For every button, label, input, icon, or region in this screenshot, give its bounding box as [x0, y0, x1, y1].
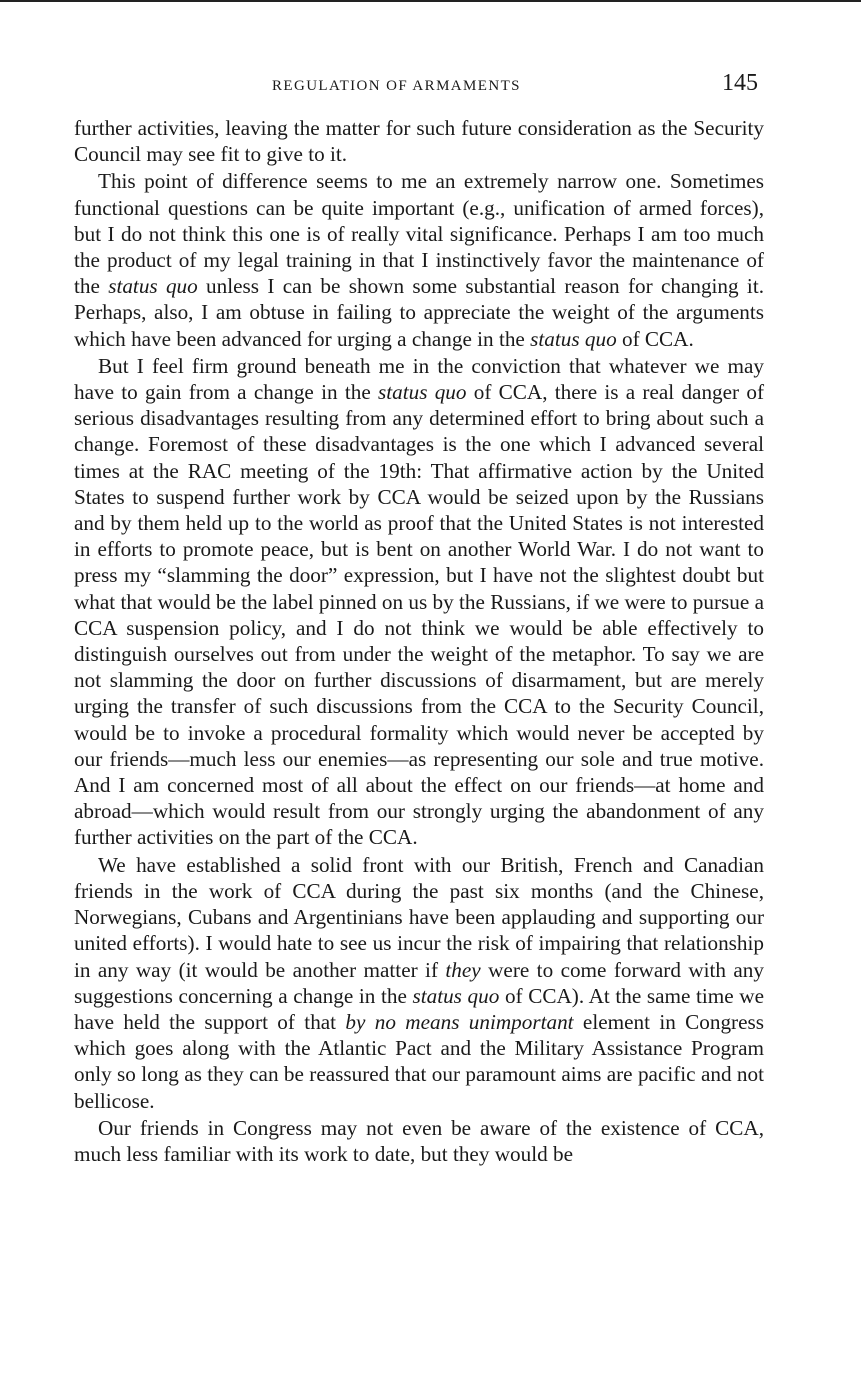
italic-phrase: they	[445, 957, 481, 982]
page-number: 145	[722, 70, 758, 96]
top-border-rule	[0, 0, 861, 2]
paragraph-narrow-difference: This point of difference seems to me an extremely narrow one. Sometimes functional questions can be quite important (e.g., unification of armed forces), but I do not think this one is of really vital significance. Perhaps I am too much the product of my legal training in that I instinctively favor the maintenance of the status quo unless I can be shown some substantial reason for changing it. Perhaps, also, I am obtuse in failing to appreciate the weight of the arguments which have been advanced for urging a change in the status quo of CCA.	[74, 169, 764, 351]
running-head	[74, 72, 764, 102]
paragraph-firm-ground: But I feel firm ground beneath me in the conviction that whatever we may have to gain from a change in the status quo of CCA, there is a real danger of serious disadvantages resulting from any determined effort to bring about such a change. Foremost of these disadvantages is the one which I advanced several times at the RAC meeting of the 19th: That affirmative action by the United States to suspend further work by CCA would be seized upon by the Russians and by them held up to the world as proof that the United States is not interested in efforts to promote peace, but is bent on another World War. I do not want to press my “slamming the door” expression, but I have not the slightest doubt but what that would be the label pinned on us by the Russians, if we were to pursue a CCA suspension policy, and I do not think we would be able effectively to distinguish ourselves out from under the weight of the metaphor. To say we are not slamming the door on further discussions of disarmament, but are merely urging the transfer of such discussions from the CCA to the Security Council, would be to invoke a procedural formality which would never be accepted by our friends—much less our enemies—as representing our sole and true motive. And I am concerned most of all about the effect on our friends—at home and abroad—which would result from our strongly urging the abandonment of any further activities on the part of the CCA.	[74, 353, 765, 850]
paragraph-solid-front: We have established a solid front with our British, French and Canadian friends in the work of CCA during the past six months (and the Chinese, Norwegians, Cubans and Argentinians have been applauding and supporting our united efforts). I would hate to see us incur the risk of impairing that relationship in any way (it would be another matter if they were to come forward with any suggestions concerning a change in the status quo of CCA). At the same time we have held the support of that by no means unimportant element in Congress which goes along with the Atlantic Pact and the Military Assistance Program only so long as they can be reassured that our paramount aims are pacific and not bellicose.	[74, 852, 765, 1113]
paragraph-continuation: further activities, leaving the matter for such future consideration as the Security Council may see fit to give to it.	[74, 116, 764, 167]
running-title: REGULATION OF ARMAMENTS	[272, 78, 521, 94]
italic-phrase: status quo	[530, 326, 617, 351]
italic-phrase: status quo	[108, 274, 198, 299]
paragraph-congress: Our friends in Congress may not even be aware of the existence of CCA, much less familiar with its work to date, but they would be	[74, 1115, 764, 1166]
italic-phrase: by no means unimportant	[345, 1009, 574, 1034]
italic-phrase: status quo	[377, 380, 467, 405]
body-text	[74, 115, 764, 1167]
italic-phrase: status quo	[412, 983, 500, 1008]
